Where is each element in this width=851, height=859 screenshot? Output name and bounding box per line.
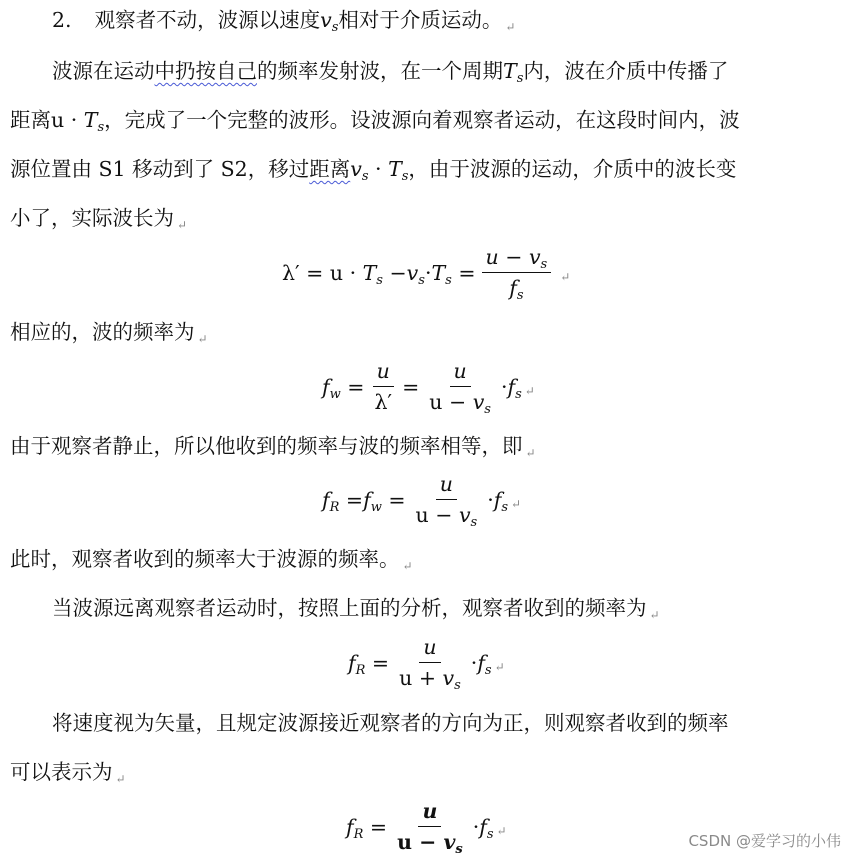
csdn-watermark: CSDN @爱学习的小伟 — [688, 832, 841, 850]
equation-vector-form: $f_R$ = $\frac{u}{u - v_s}$ · $f_s$ ↵ — [346, 799, 507, 857]
paragraph-mark: ↵ — [511, 496, 522, 511]
para-vector-line2: 可以表示为 ↵ — [10, 760, 126, 786]
para1-line3: 源位置由 S1 移动到了 S2，移过距离$v_s \cdot T_s$，由于波源的运动，介质中的波长变 — [10, 157, 737, 184]
section-heading-text: 观察者不动，波源以速度 — [94, 8, 321, 32]
spellcheck-underline: 距离 — [309, 157, 351, 181]
para-moving-away: 当波源远离观察者运动时，按照上面的分析，观察者收到的频率为 ↵ — [52, 596, 660, 622]
para-vector-line1: 将速度视为矢量，且规定波源接近观察者的方向为正，则观察者收到的频率 — [52, 711, 729, 735]
para1-line4: 小了，实际波长为 ↵ — [10, 206, 188, 232]
paragraph-mark: ↵ — [496, 823, 507, 838]
paragraph-mark: ↵ — [177, 218, 188, 232]
paragraph-mark: ↵ — [505, 20, 516, 34]
paragraph-mark: ↵ — [525, 446, 536, 460]
equation-wavelength: λ′ = u · $T_s$ − $v_s$ · $T_s$ = $\frac{u - v_s}{f_s}$ ↵ — [282, 245, 571, 303]
para-frequency: 相应的，波的频率为 ↵ — [10, 320, 208, 346]
section-number: 2. — [52, 8, 72, 32]
equation-wave-frequency: $f_w$ = $\frac{u}{\lambda'}$ = $\frac{u}{u - v_s}$ · $f_s$ ↵ — [322, 359, 535, 417]
equation-received-frequency: $f_R$ = $f_w$ = $\frac{u}{u - v_s}$ · $f_s$ ↵ — [322, 472, 522, 530]
para-observer-static: 由于观察者静止，所以他收到的频率与波的频率相等，即 ↵ — [10, 434, 536, 460]
paragraph-mark: ↵ — [524, 383, 535, 398]
para1-line1: 波源在运动中扔按自己的频率发射波，在一个周期$T_s$内，波在介质中传播了 — [52, 59, 729, 86]
spellcheck-underline: 中扔按自己 — [154, 59, 257, 83]
paragraph-mark: ↵ — [649, 608, 660, 622]
equation-moving-away: $f_R$ = $\frac{u}{u + v_s}$ · $f_s$ ↵ — [348, 635, 505, 693]
paragraph-mark: ↵ — [560, 269, 571, 284]
para1-line2: 距离$u \cdot T_s$，完成了一个完整的波形。设波源向着观察者运动，在这段时间内，波 — [10, 108, 740, 135]
paragraph-mark: ↵ — [115, 772, 126, 786]
paragraph-mark: ↵ — [197, 332, 208, 346]
paragraph-mark: ↵ — [402, 559, 413, 573]
paragraph-mark: ↵ — [494, 659, 505, 674]
section-heading: 2. 观察者不动，波源以速度$v_s$相对于介质运动。 ↵ — [52, 8, 516, 35]
section-heading-tail: 相对于介质运动。 — [338, 8, 503, 32]
para-greater: 此时，观察者收到的频率大于波源的频率。 ↵ — [10, 547, 413, 573]
